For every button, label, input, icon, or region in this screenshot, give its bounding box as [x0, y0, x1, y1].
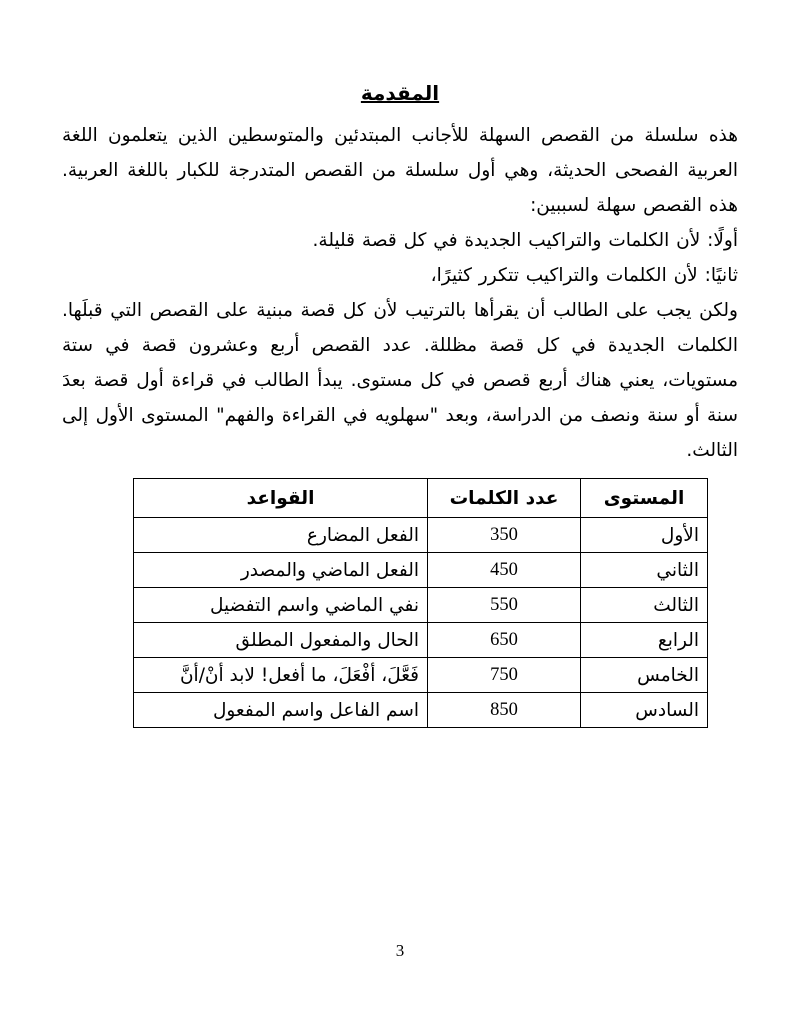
table-header-row	[134, 479, 708, 518]
page-number: 3	[395, 941, 405, 960]
level-cell: الخامس	[581, 658, 708, 693]
paragraph-first-reason: أولًا: لأن الكلمات والتراكيب الجديدة في كل قصة قليلة.	[312, 230, 738, 251]
header-level: المستوى	[581, 479, 708, 518]
table-row	[134, 553, 708, 588]
table-row	[134, 623, 708, 658]
rules-cell: الفعل المضارع	[134, 518, 428, 553]
rules-cell: نفي الماضي واسم التفضيل	[134, 588, 428, 623]
intro-text-block	[62, 118, 738, 468]
paragraph-details: ولكن يجب على الطالب أن يقرأها بالترتيب لأن كل قصة مبنية على القصص التي قبلَها. الكلمات الجديدة في كل قصة مظللة. عدد القصص أربع وعشرون قصة في ستة مستويات، يعني هناك أربع قصص في كل مستوى. يبدأ الطالب في قراءة أول قصة بعدَ سنة أو سنة ونصف من الدراسة، وبعد "سهلويه في القراءة والفهم" المستوى الأول إلى الثالث.	[62, 300, 738, 461]
word-count-cell: 750	[428, 658, 581, 693]
page-content	[62, 0, 738, 728]
rules-cell: اسم الفاعل واسم المفعول	[134, 693, 428, 728]
table-row	[134, 658, 708, 693]
rules-cell: فَعَّلَ، أفْعَلَ، ما أفعل! لابد أنْ/أنَّ	[134, 658, 428, 693]
level-cell: الرابع	[581, 623, 708, 658]
table-row	[134, 518, 708, 553]
table-row	[134, 693, 708, 728]
level-cell: الثالث	[581, 588, 708, 623]
table-row	[134, 588, 708, 623]
word-count-cell: 650	[428, 623, 581, 658]
paragraph-intro: هذه سلسلة من القصص السهلة للأجانب المبتدئين والمتوسطين الذين يتعلمون اللغة العربية الفصحى الحديثة، وهي أول سلسلة من القصص المتدرجة للكبار باللغة العربية. هذه القصص سهلة لسببين:	[62, 125, 738, 216]
header-rules: القواعد	[134, 479, 428, 518]
level-cell: الأول	[581, 518, 708, 553]
page-title: المقدمة	[360, 81, 440, 105]
word-count-cell: 850	[428, 693, 581, 728]
level-cell: الثاني	[581, 553, 708, 588]
levels-table	[133, 478, 708, 728]
word-count-cell: 350	[428, 518, 581, 553]
word-count-cell: 450	[428, 553, 581, 588]
level-cell: السادس	[581, 693, 708, 728]
paragraph-second-reason: ثانيًا: لأن الكلمات والتراكيب تتكرر كثيرًا،	[430, 265, 738, 286]
rules-cell: الحال والمفعول المطلق	[134, 623, 428, 658]
header-word-count: عدد الكلمات	[428, 479, 581, 518]
rules-cell: الفعل الماضي والمصدر	[134, 553, 428, 588]
word-count-cell: 550	[428, 588, 581, 623]
